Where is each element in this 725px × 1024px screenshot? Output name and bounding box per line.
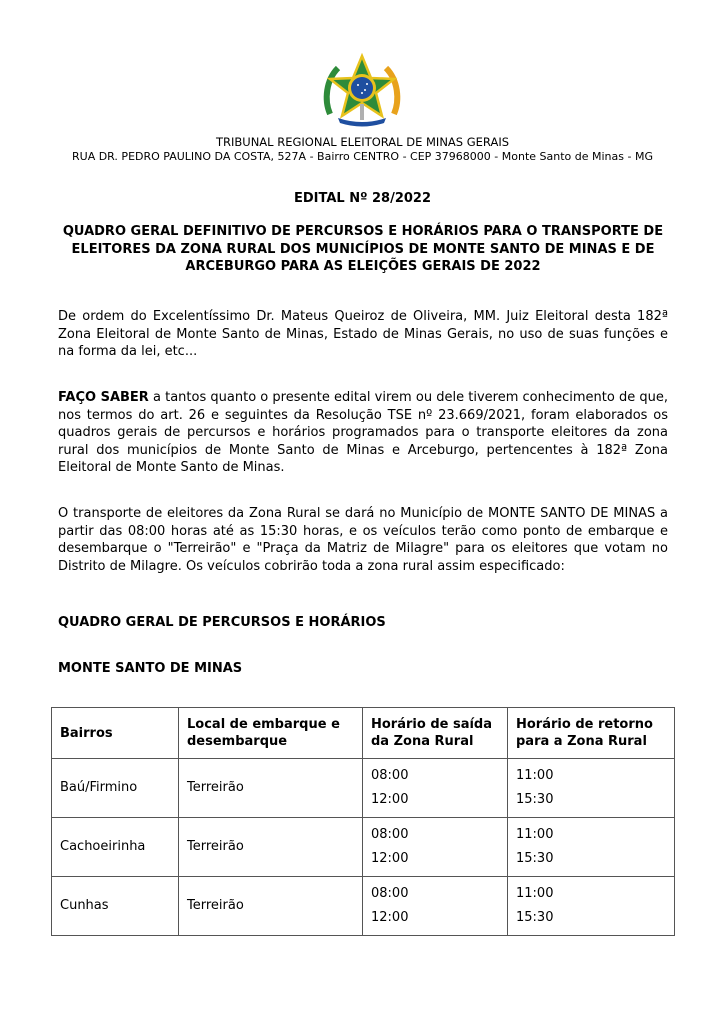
court-name: TRIBUNAL REGIONAL ELEITORAL DE MINAS GERAIS (215, 135, 510, 149)
cell-saida (363, 877, 508, 936)
cell-bairro: Baú/Firmino (52, 759, 179, 818)
time-value: 12:00 (371, 910, 409, 925)
time-value: 08:00 (371, 886, 409, 901)
cell-retorno (508, 877, 675, 936)
cell-local: Terreirão (179, 877, 363, 936)
cell-saida (363, 818, 508, 877)
time-value: 08:00 (371, 827, 409, 842)
paragraph-order: De ordem do Excelentíssimo Dr. Mateus Queiroz de Oliveira, MM. Juiz Eleitoral desta 182ª Zona Eleitoral de Monte Santo de Minas, Estado de Minas Gerais, no uso de suas funções e na forma da lei, etc... (58, 309, 668, 359)
header-retorno: Horário de retorno para a Zona Rural (508, 708, 675, 759)
announcement-text: a tantos quanto o presente edital virem ou dele tiverem conhecimento de que, nos termos do art. 26 e seguintes da Resolução TSE nº 23.669/2021, foram elaborados os quadros gerais de percursos e horários programados para o transporte eleitores da zona rural dos municípios de Monte Santo de Minas e Arceburgo, pertencentes à 182ª Zona Eleitoral de Monte Santo de Minas. (58, 390, 669, 475)
table-row (52, 877, 675, 936)
document-title: QUADRO GERAL DEFINITIVO DE PERCURSOS E HORÁRIOS PARA O TRANSPORTE DE ELEITORES DA ZONA RURAL DOS MUNICÍPIOS DE MONTE SANTO DE MINAS E DE ARCEBURGO PARA AS ELEIÇÕES GERAIS DE 2022 (62, 224, 664, 274)
time-value: 11:00 (516, 886, 554, 901)
table-row (52, 818, 675, 877)
cell-local: Terreirão (179, 759, 363, 818)
header-bairros: Bairros (52, 708, 179, 759)
edital-number: EDITAL Nº 28/2022 (294, 191, 431, 206)
brazil-coat-of-arms-icon (320, 52, 404, 128)
paragraph-transport: O transporte de eleitores da Zona Rural se dará no Município de MONTE SANTO DE MINAS a partir das 08:00 horas até as 15:30 horas, e os veículos terão como ponto de embarque e desembarque o "Terreirão" e "Praça da Matriz de Milagre" para os eleitores que votam no Distrito de Milagre. Os veículos cobrirão toda a zona rural assim especificado: (58, 506, 668, 574)
cell-local: Terreirão (179, 818, 363, 877)
time-value: 12:00 (371, 792, 409, 807)
time-value: 15:30 (516, 792, 554, 807)
paragraph-announcement (58, 389, 668, 477)
cell-retorno (508, 759, 675, 818)
header-saida: Horário de saída da Zona Rural (363, 708, 508, 759)
cell-bairro: Cachoeirinha (52, 818, 179, 877)
header-local: Local de embarque e desembarque (179, 708, 363, 759)
section-title: QUADRO GERAL DE PERCURSOS E HORÁRIOS (58, 615, 386, 630)
time-value: 15:30 (516, 910, 554, 925)
table-header-row (52, 708, 675, 759)
cell-bairro: Cunhas (52, 877, 179, 936)
time-value: 08:00 (371, 768, 409, 783)
announcement-lead: FAÇO SABER (58, 390, 149, 405)
schedule-table (51, 707, 675, 936)
time-value: 15:30 (516, 851, 554, 866)
time-value: 11:00 (516, 768, 554, 783)
time-value: 11:00 (516, 827, 554, 842)
table-row (52, 759, 675, 818)
cell-retorno (508, 818, 675, 877)
cell-saida (363, 759, 508, 818)
municipality-title: MONTE SANTO DE MINAS (58, 661, 243, 676)
court-address: RUA DR. PEDRO PAULINO DA COSTA, 527A - Bairro CENTRO - CEP 37968000 - Monte Santo de Minas - MG (72, 150, 653, 163)
time-value: 12:00 (371, 851, 409, 866)
